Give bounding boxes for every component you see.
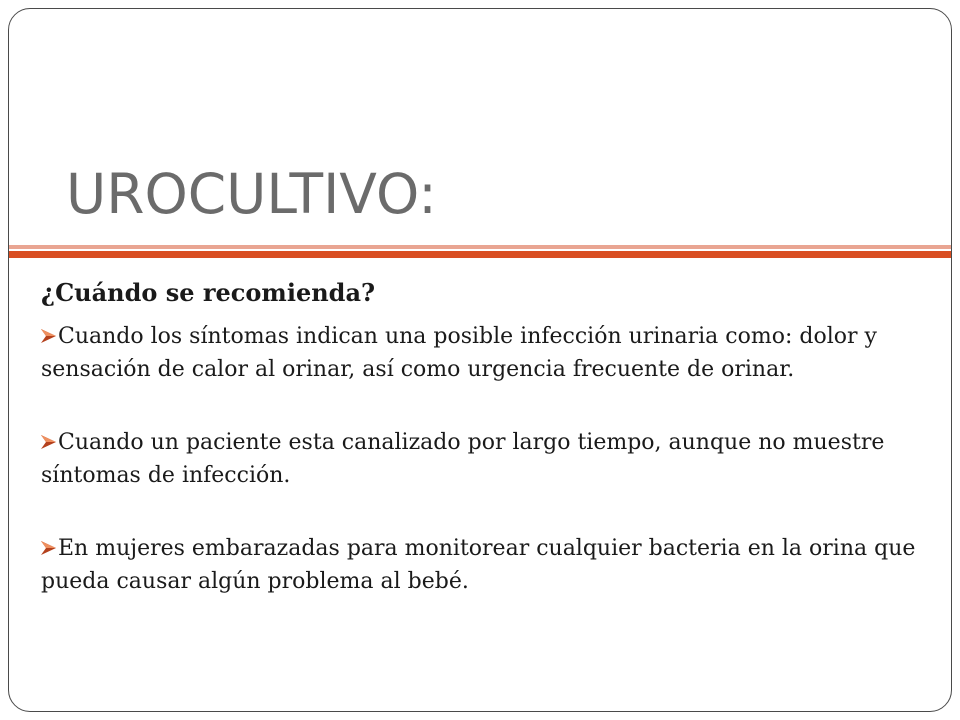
bullet-text: Cuando un paciente esta canalizado por largo tiempo, aunque no muestre síntomas de infección. <box>41 430 885 489</box>
title-divider-thin <box>9 245 951 249</box>
bullet-text: Cuando los síntomas indican una posible infección urinaria como: dolor y sensación de calor al orinar, así como urgencia frecuente de orinar. <box>41 324 877 383</box>
title-divider-thick <box>9 251 951 258</box>
bullet-item <box>41 320 921 386</box>
arrowhead-bullet-icon <box>41 540 57 556</box>
slide-body <box>41 277 921 638</box>
arrowhead-bullet-icon <box>41 434 57 450</box>
bullet-text: En mujeres embarazadas para monitorear cualquier bacteria en la orina que pueda causar algún problema al bebé. <box>41 536 916 595</box>
slide-title: UROCULTIVO: <box>66 162 437 226</box>
bullet-item <box>41 426 921 492</box>
arrowhead-bullet-icon <box>41 328 57 344</box>
slide <box>8 8 952 712</box>
bullet-item <box>41 532 921 598</box>
section-heading: ¿Cuándo se recomienda? <box>41 278 376 307</box>
